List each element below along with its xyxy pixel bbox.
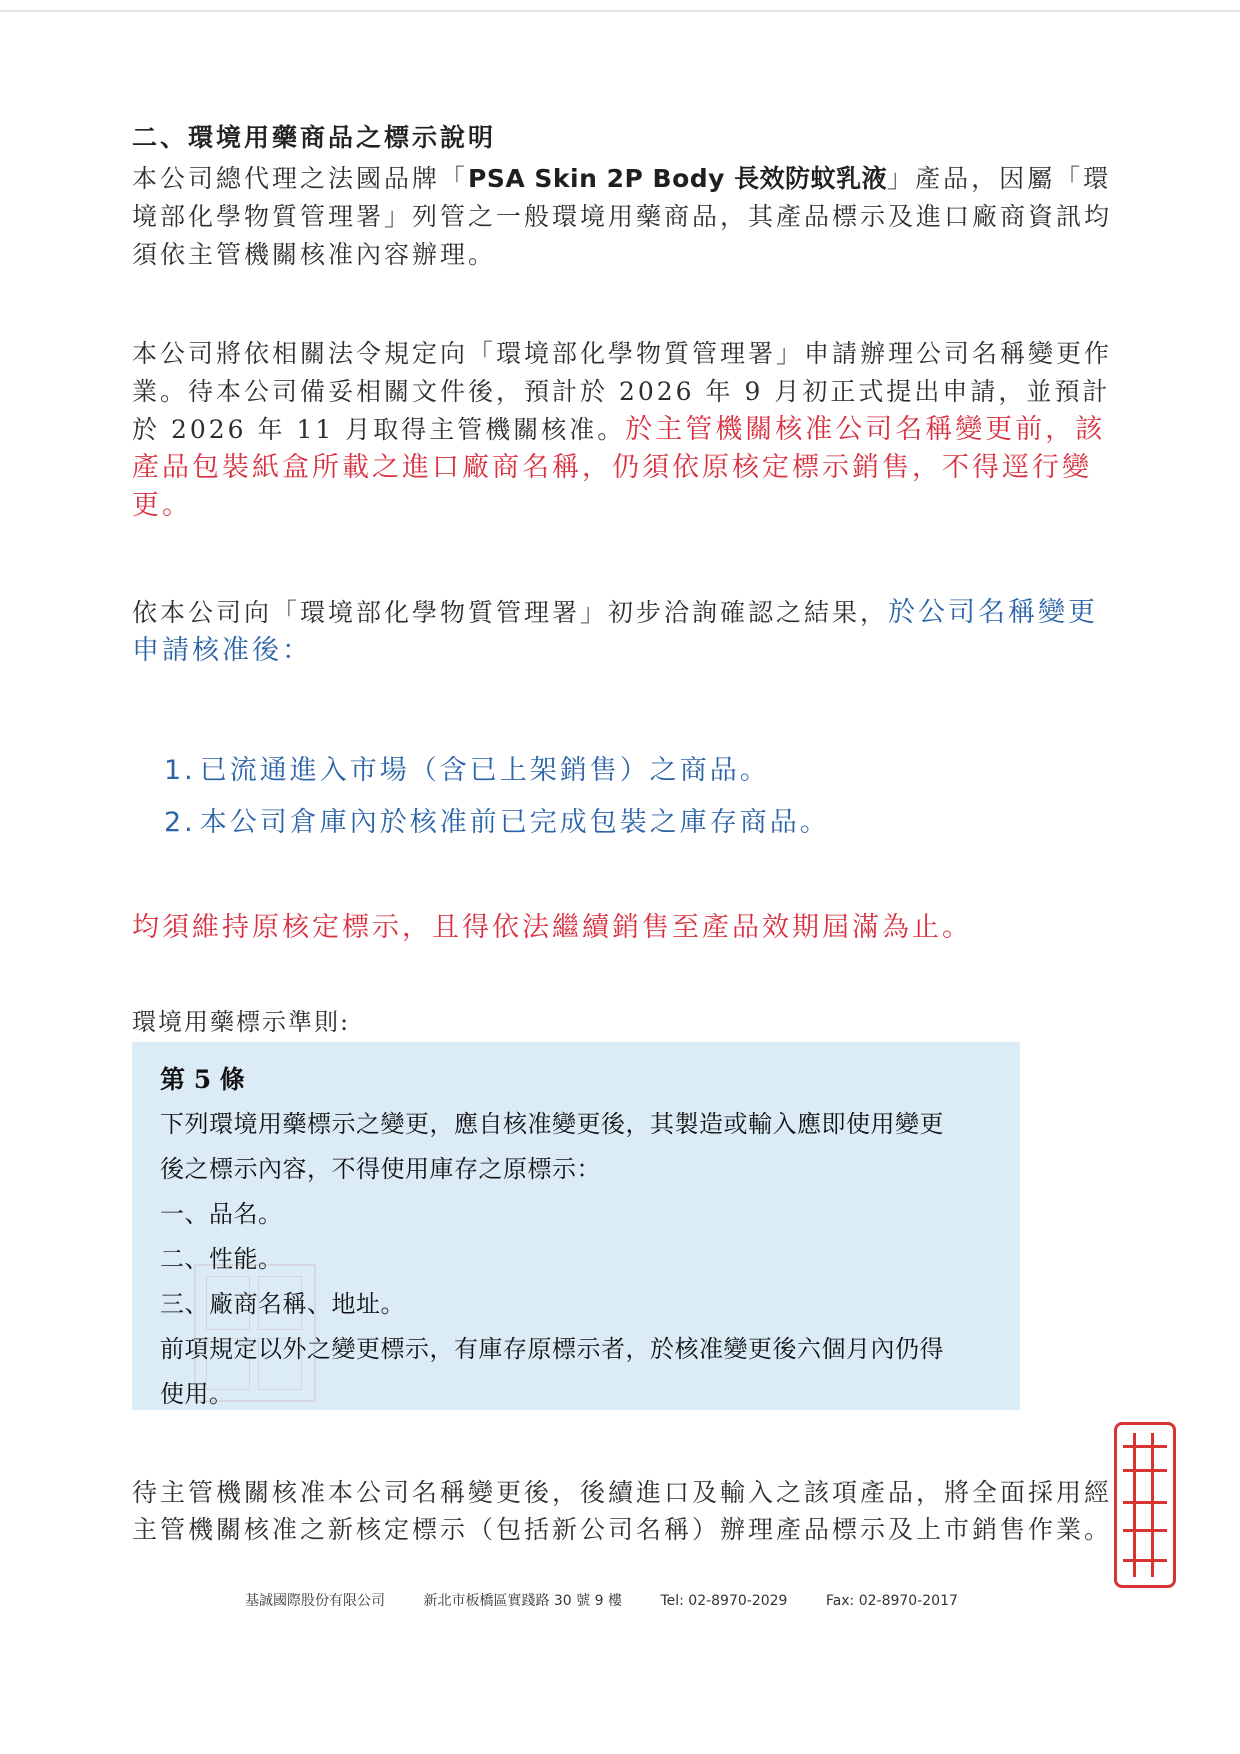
paragraph-inquiry-result — [132, 594, 1122, 670]
article-line: 二、性能。 — [160, 1245, 283, 1273]
company-seal-icon — [1114, 1422, 1176, 1588]
rules-title: 環境用藥標示準則: — [132, 1008, 351, 1036]
article-line: 一、品名。 — [160, 1200, 283, 1228]
footer-tel: Tel: 02-8970-2029 — [660, 1593, 788, 1609]
list-item — [164, 748, 770, 787]
list-item — [164, 800, 830, 839]
p2-text: 本公司將依相關法令規定向「環境部化學物質管理署」申請辦理公司名稱變更作業。待本公司備妥相關文件後，預計於 2026 年 9 月初正式提出申請，並預計於 2026 年 11 月取得主管機關核准。 — [132, 339, 1113, 444]
p1-pre: 本公司總代理之法國品牌「 — [132, 164, 469, 193]
footer-address: 新北市板橋區實踐路 30 號 9 樓 — [423, 1593, 622, 1609]
article-line: 三、廠商名稱、地址。 — [160, 1290, 405, 1318]
article-heading: 第 5 條 — [160, 1065, 245, 1094]
page-top-edge — [0, 0, 1240, 12]
footer — [245, 1590, 1045, 1610]
footer-company: 基誠國際股份有限公司 — [245, 1593, 385, 1609]
paragraph-product-intro — [132, 160, 1122, 274]
paragraph-after-approval: 待主管機關核准本公司名稱變更後，後續進口及輸入之該項產品，將全面採用經主管機關核准之新核定標示（包括新公司名稱）辦理產品標示及上市銷售作業。 — [132, 1478, 1113, 1544]
footer-fax: Fax: 02-8970-2017 — [825, 1593, 958, 1609]
article-line: 後之標示內容，不得使用庫存之原標示： — [160, 1155, 601, 1183]
p1-post: 」產品，因屬「環境部化學物質管理署」列管之一般環境用藥商品，其產品標示及進口廠商資訊均須依主管機關核准內容辦理。 — [132, 164, 1113, 269]
list-text: 本公司倉庫內於核准前已完成包裝之庫存商品。 — [199, 807, 830, 838]
p3-text: 依本公司向「環境部化學物質管理署」初步洽詢確認之結果， — [132, 598, 889, 627]
p3-blue-text: 於公司名稱變更申請核准後： — [132, 597, 1099, 666]
regulation-box — [132, 1042, 1020, 1410]
paragraph-name-change-plan — [132, 335, 1122, 525]
list-number: 2. — [164, 807, 196, 838]
list-text: 已流通進入市場（含已上架銷售）之商品。 — [199, 755, 770, 786]
article-line: 前項規定以外之變更標示，有庫存原標示者，於核准變更後六個月內仍得 — [160, 1335, 944, 1363]
article-line: 下列環境用藥標示之變更，應自核准變更後，其製造或輸入應即使用變更 — [160, 1110, 944, 1138]
red-conclusion: 均須維持原核定標示，且得依法繼續銷售至產品效期屆滿為止。 — [132, 912, 972, 943]
section-heading: 二、環境用藥商品之標示說明 — [132, 123, 497, 152]
p2-red-warning: 於主管機關核准公司名稱變更前，該產品包裝紙盒所載之進口廠商名稱，仍須依原核定標示銷售，不得逕行變更。 — [132, 414, 1106, 521]
list-number: 1. — [164, 755, 196, 786]
brand-name: PSA Skin 2P Body 長效防蚊乳液 — [468, 164, 888, 193]
article-line: 使用。 — [160, 1380, 234, 1408]
